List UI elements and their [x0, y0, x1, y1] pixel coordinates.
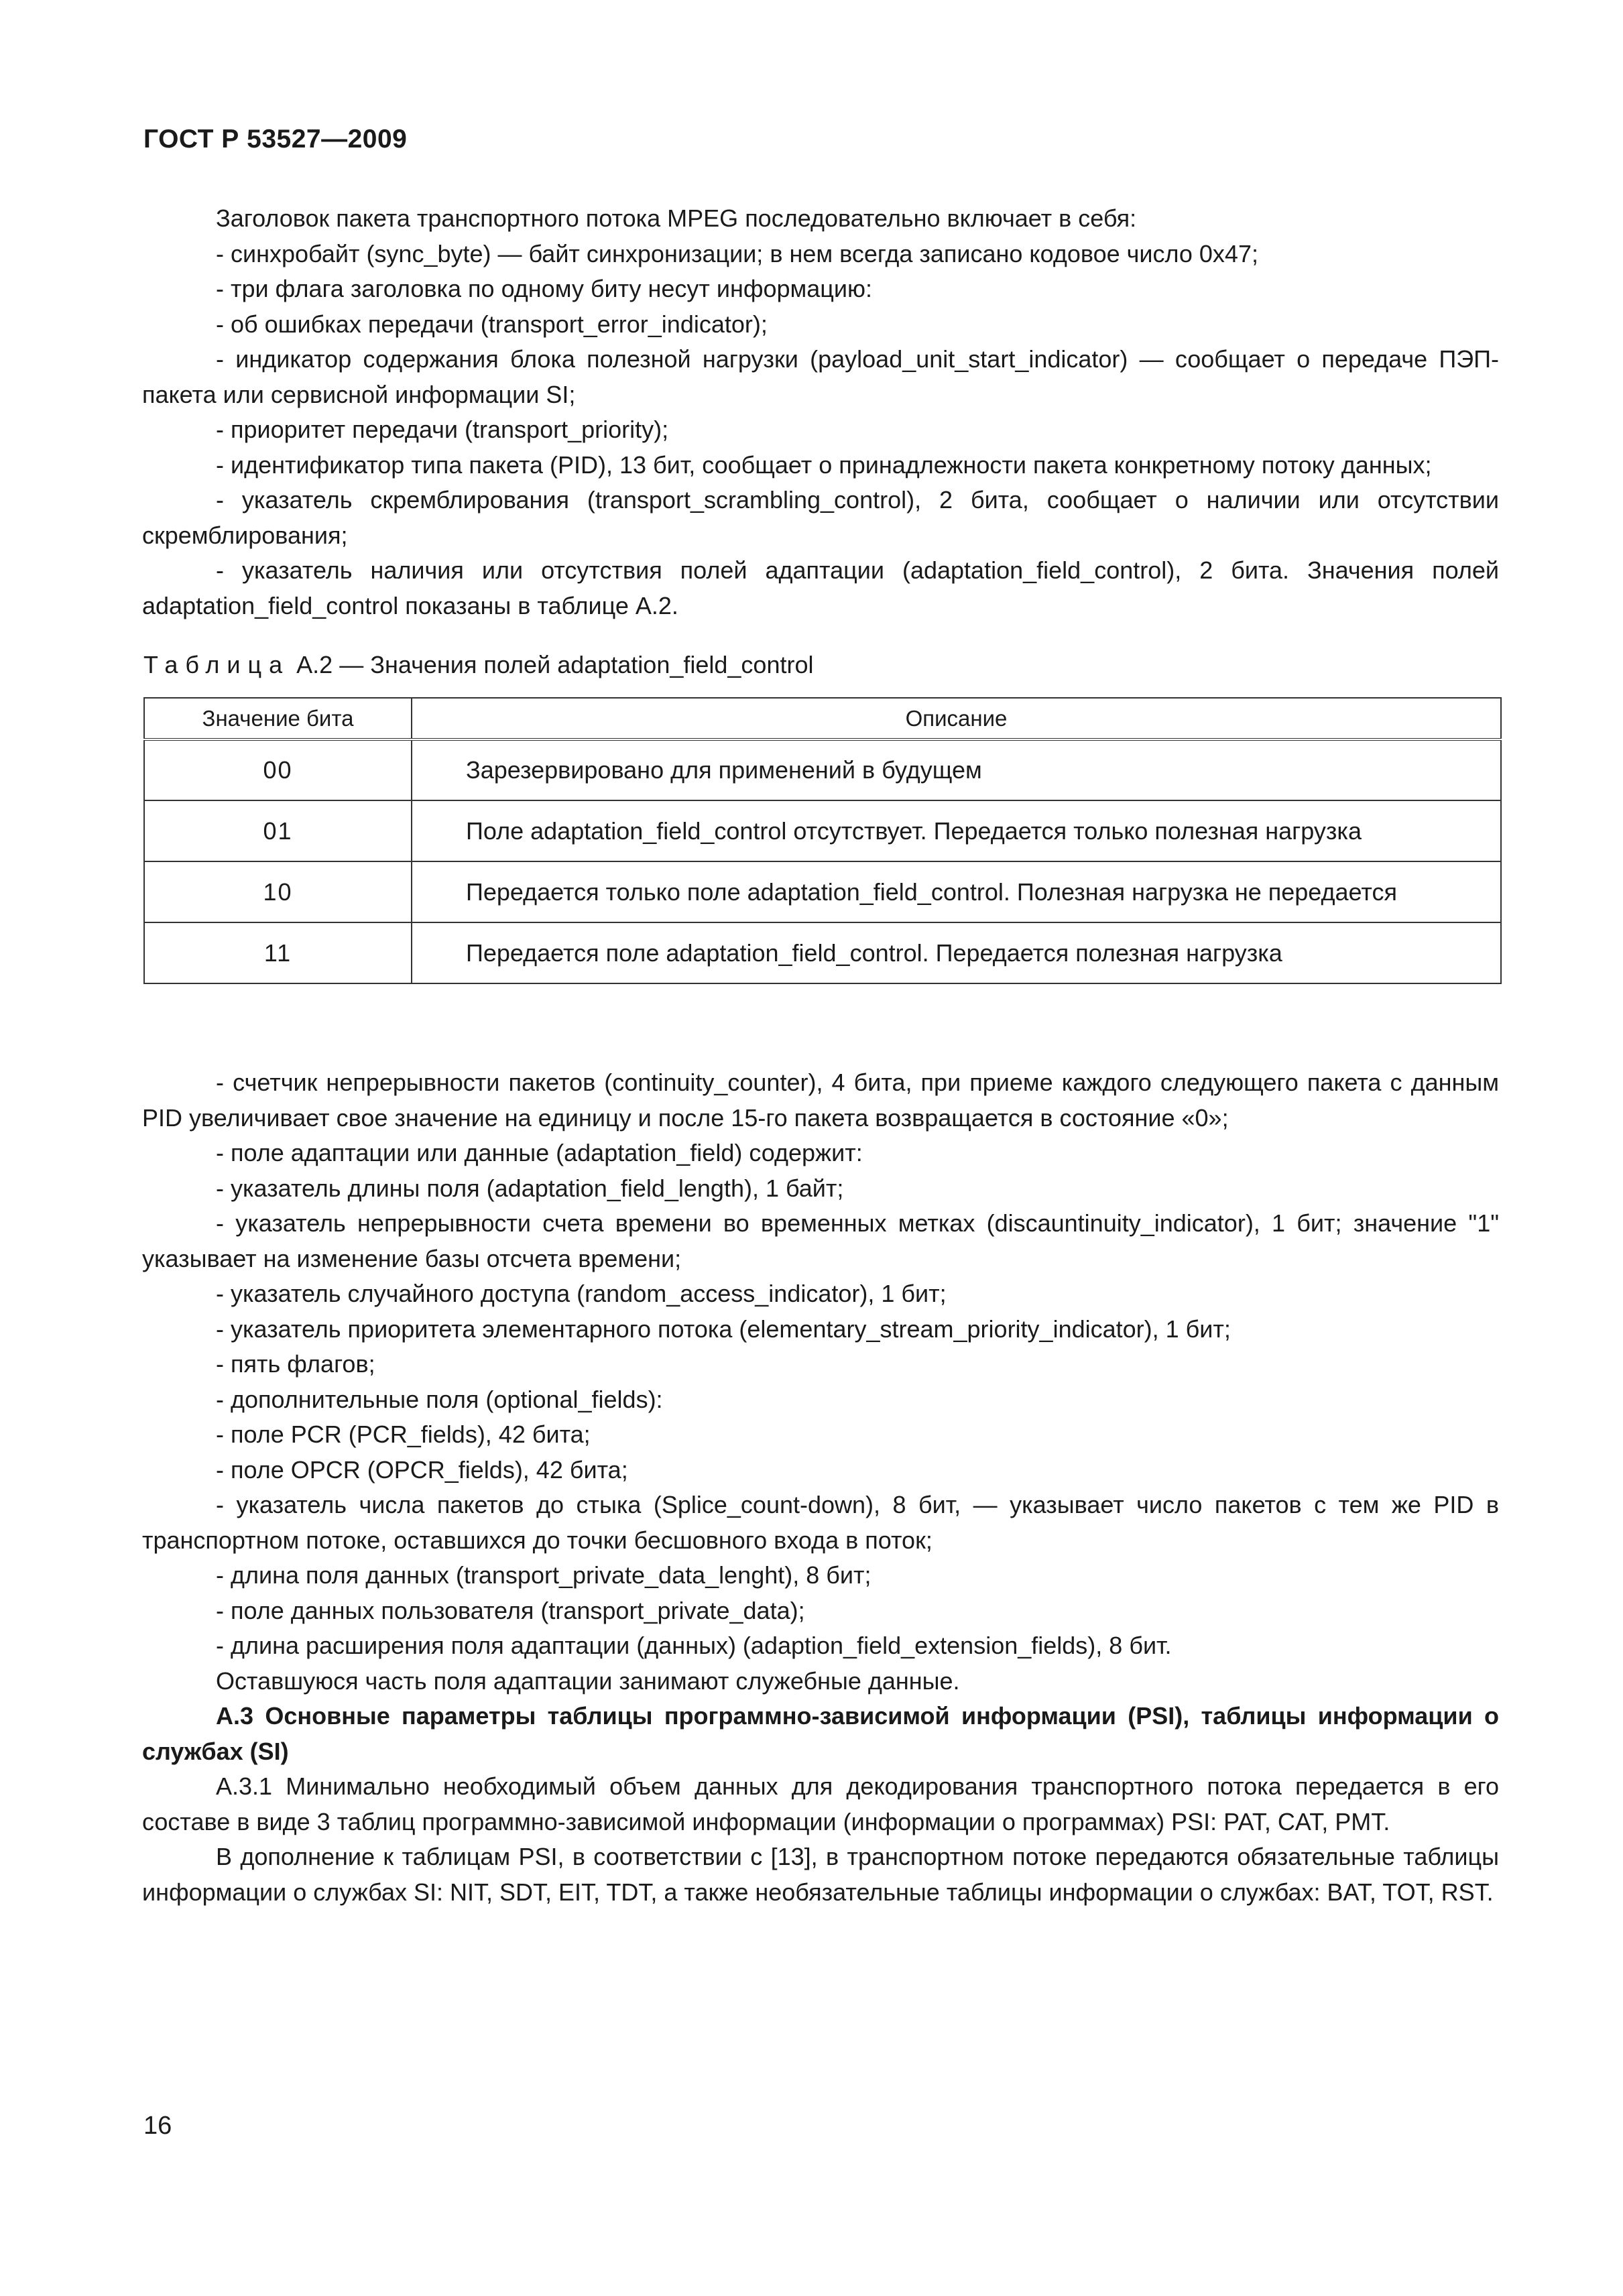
intro-paragraph: - об ошибках передачи (transport_error_indicator); — [216, 310, 768, 338]
table-row — [144, 861, 1501, 922]
body-paragraph: А.3.1 Минимально необходимый объем данных для декодирования транспортного потока передается в его составе в виде 3 таблиц программно-зависимой информации (информации о программах) PSI: PAT, CAT, PMT. — [142, 1772, 1499, 1835]
intro-paragraph: - указатель наличия или отсутствия полей адаптации (adaptation_field_control), 2 бита. Значения полей adaptation_field_control показаны в таблице А.2. — [142, 556, 1499, 619]
table-caption-label: Таблица — [143, 651, 290, 678]
description-cell: Передается поле adaptation_field_control. Передается полезная нагрузка — [412, 922, 1501, 983]
body-paragraph: - длина расширения поля адаптации (данных) (adaption_field_extension_fields), 8 бит. — [216, 1632, 1172, 1659]
page-number: 16 — [143, 2112, 172, 2140]
body-paragraph: - пять флагов; — [216, 1350, 375, 1378]
body-paragraph: - указатель приоритета элементарного потока (elementary_stream_priority_indicator), 1 бит; — [216, 1315, 1231, 1343]
intro-section — [142, 201, 1499, 623]
intro-paragraph: - указатель скремблирования (transport_scrambling_control), 2 бита, сообщает о наличии или отсутствии скремблирования; — [142, 486, 1499, 549]
body-paragraph: - поле данных пользователя (transport_private_data); — [216, 1596, 805, 1624]
table-caption — [143, 648, 813, 682]
description-cell: Поле adaptation_field_control отсутствует. Передается только полезная нагрузка — [412, 800, 1501, 861]
column-header-description: Описание — [412, 698, 1501, 739]
description-cell: Зарезервировано для применений в будущем — [412, 739, 1501, 800]
intro-paragraph: - синхробайт (sync_byte) — байт синхронизации; в нем всегда записано кодовое число 0x47; — [216, 239, 1258, 267]
body-paragraph: - указатель непрерывности счета времени во временных метках (discauntinuity_indicator), 1 бит; значение "1" указывает на изменение базы отсчета времени; — [142, 1209, 1499, 1272]
table-header-row — [144, 698, 1501, 739]
intro-paragraph: - три флага заголовка по одному биту несут информацию: — [216, 275, 873, 302]
adaptation-field-control-table — [143, 697, 1502, 984]
body-paragraph: В дополнение к таблицам PSI, в соответствии с [13], в транспортном потоке передаются обязательные таблицы информации о службах SI: NIT, SDT, EIT, TDT, а также необязательные таблицы информации о службах: BAT, TOT, RST. — [142, 1843, 1499, 1906]
table-row — [144, 739, 1501, 800]
table-caption-title: А.2 — Значения полей adaptation_field_control — [296, 651, 814, 678]
table-row — [144, 922, 1501, 983]
body-section — [142, 1065, 1499, 1910]
body-paragraph: - указатель случайного доступа (random_access_indicator), 1 бит; — [216, 1280, 947, 1307]
body-paragraph: - дополнительные поля (optional_fields): — [216, 1385, 663, 1413]
body-paragraph: - счетчик непрерывности пакетов (continuity_counter), 4 бита, при приеме каждого следующего пакета с данным PID увеличивает свое значение на единицу и после 15-го пакета возвращается в состояние «0»; — [142, 1069, 1499, 1132]
intro-paragraph: - приоритет передачи (transport_priority); — [216, 416, 669, 443]
bit-value-cell: 00 — [144, 739, 412, 800]
document-header: ГОСТ Р 53527—2009 — [143, 125, 408, 154]
intro-paragraph: Заголовок пакета транспортного потока MPEG последовательно включает в себя: — [216, 204, 1137, 232]
table-row — [144, 800, 1501, 861]
section-heading: А.3 Основные параметры таблицы программно-зависимой информации (PSI), таблицы информации о службах (SI) — [142, 1702, 1499, 1765]
bit-value-cell: 01 — [144, 800, 412, 861]
description-cell: Передается только поле adaptation_field_control. Полезная нагрузка не передается — [412, 861, 1501, 922]
body-paragraph: - поле PCR (PCR_fields), 42 бита; — [216, 1421, 591, 1448]
intro-paragraph: - идентификатор типа пакета (PID), 13 бит, сообщает о принадлежности пакета конкретному потоку данных; — [216, 450, 1432, 479]
bit-value-cell: 10 — [144, 861, 412, 922]
column-header-bit-value: Значение бита — [144, 698, 412, 739]
body-paragraph: - поле адаптации или данные (adaptation_field) содержит: — [216, 1139, 863, 1166]
body-paragraph: - указатель числа пакетов до стыка (Splice_count-down), 8 бит, — указывает число пакетов с тем же PID в транспортном потоке, оставшихся до точки бесшовного входа в поток; — [142, 1491, 1499, 1554]
body-paragraph: - длина поля данных (transport_private_data_lenght), 8 бит; — [216, 1561, 871, 1589]
body-paragraph: Оставшуюся часть поля адаптации занимают служебные данные. — [216, 1667, 960, 1695]
bit-value-cell: 11 — [144, 922, 412, 983]
intro-paragraph: - индикатор содержания блока полезной нагрузки (payload_unit_start_indicator) — сообщает о передаче ПЭП-пакета или сервисной информации SI; — [142, 345, 1499, 408]
body-paragraph: - поле OPCR (OPCR_fields), 42 бита; — [216, 1455, 628, 1484]
body-paragraph: - указатель длины поля (adaptation_field_length), 1 байт; — [216, 1174, 844, 1202]
